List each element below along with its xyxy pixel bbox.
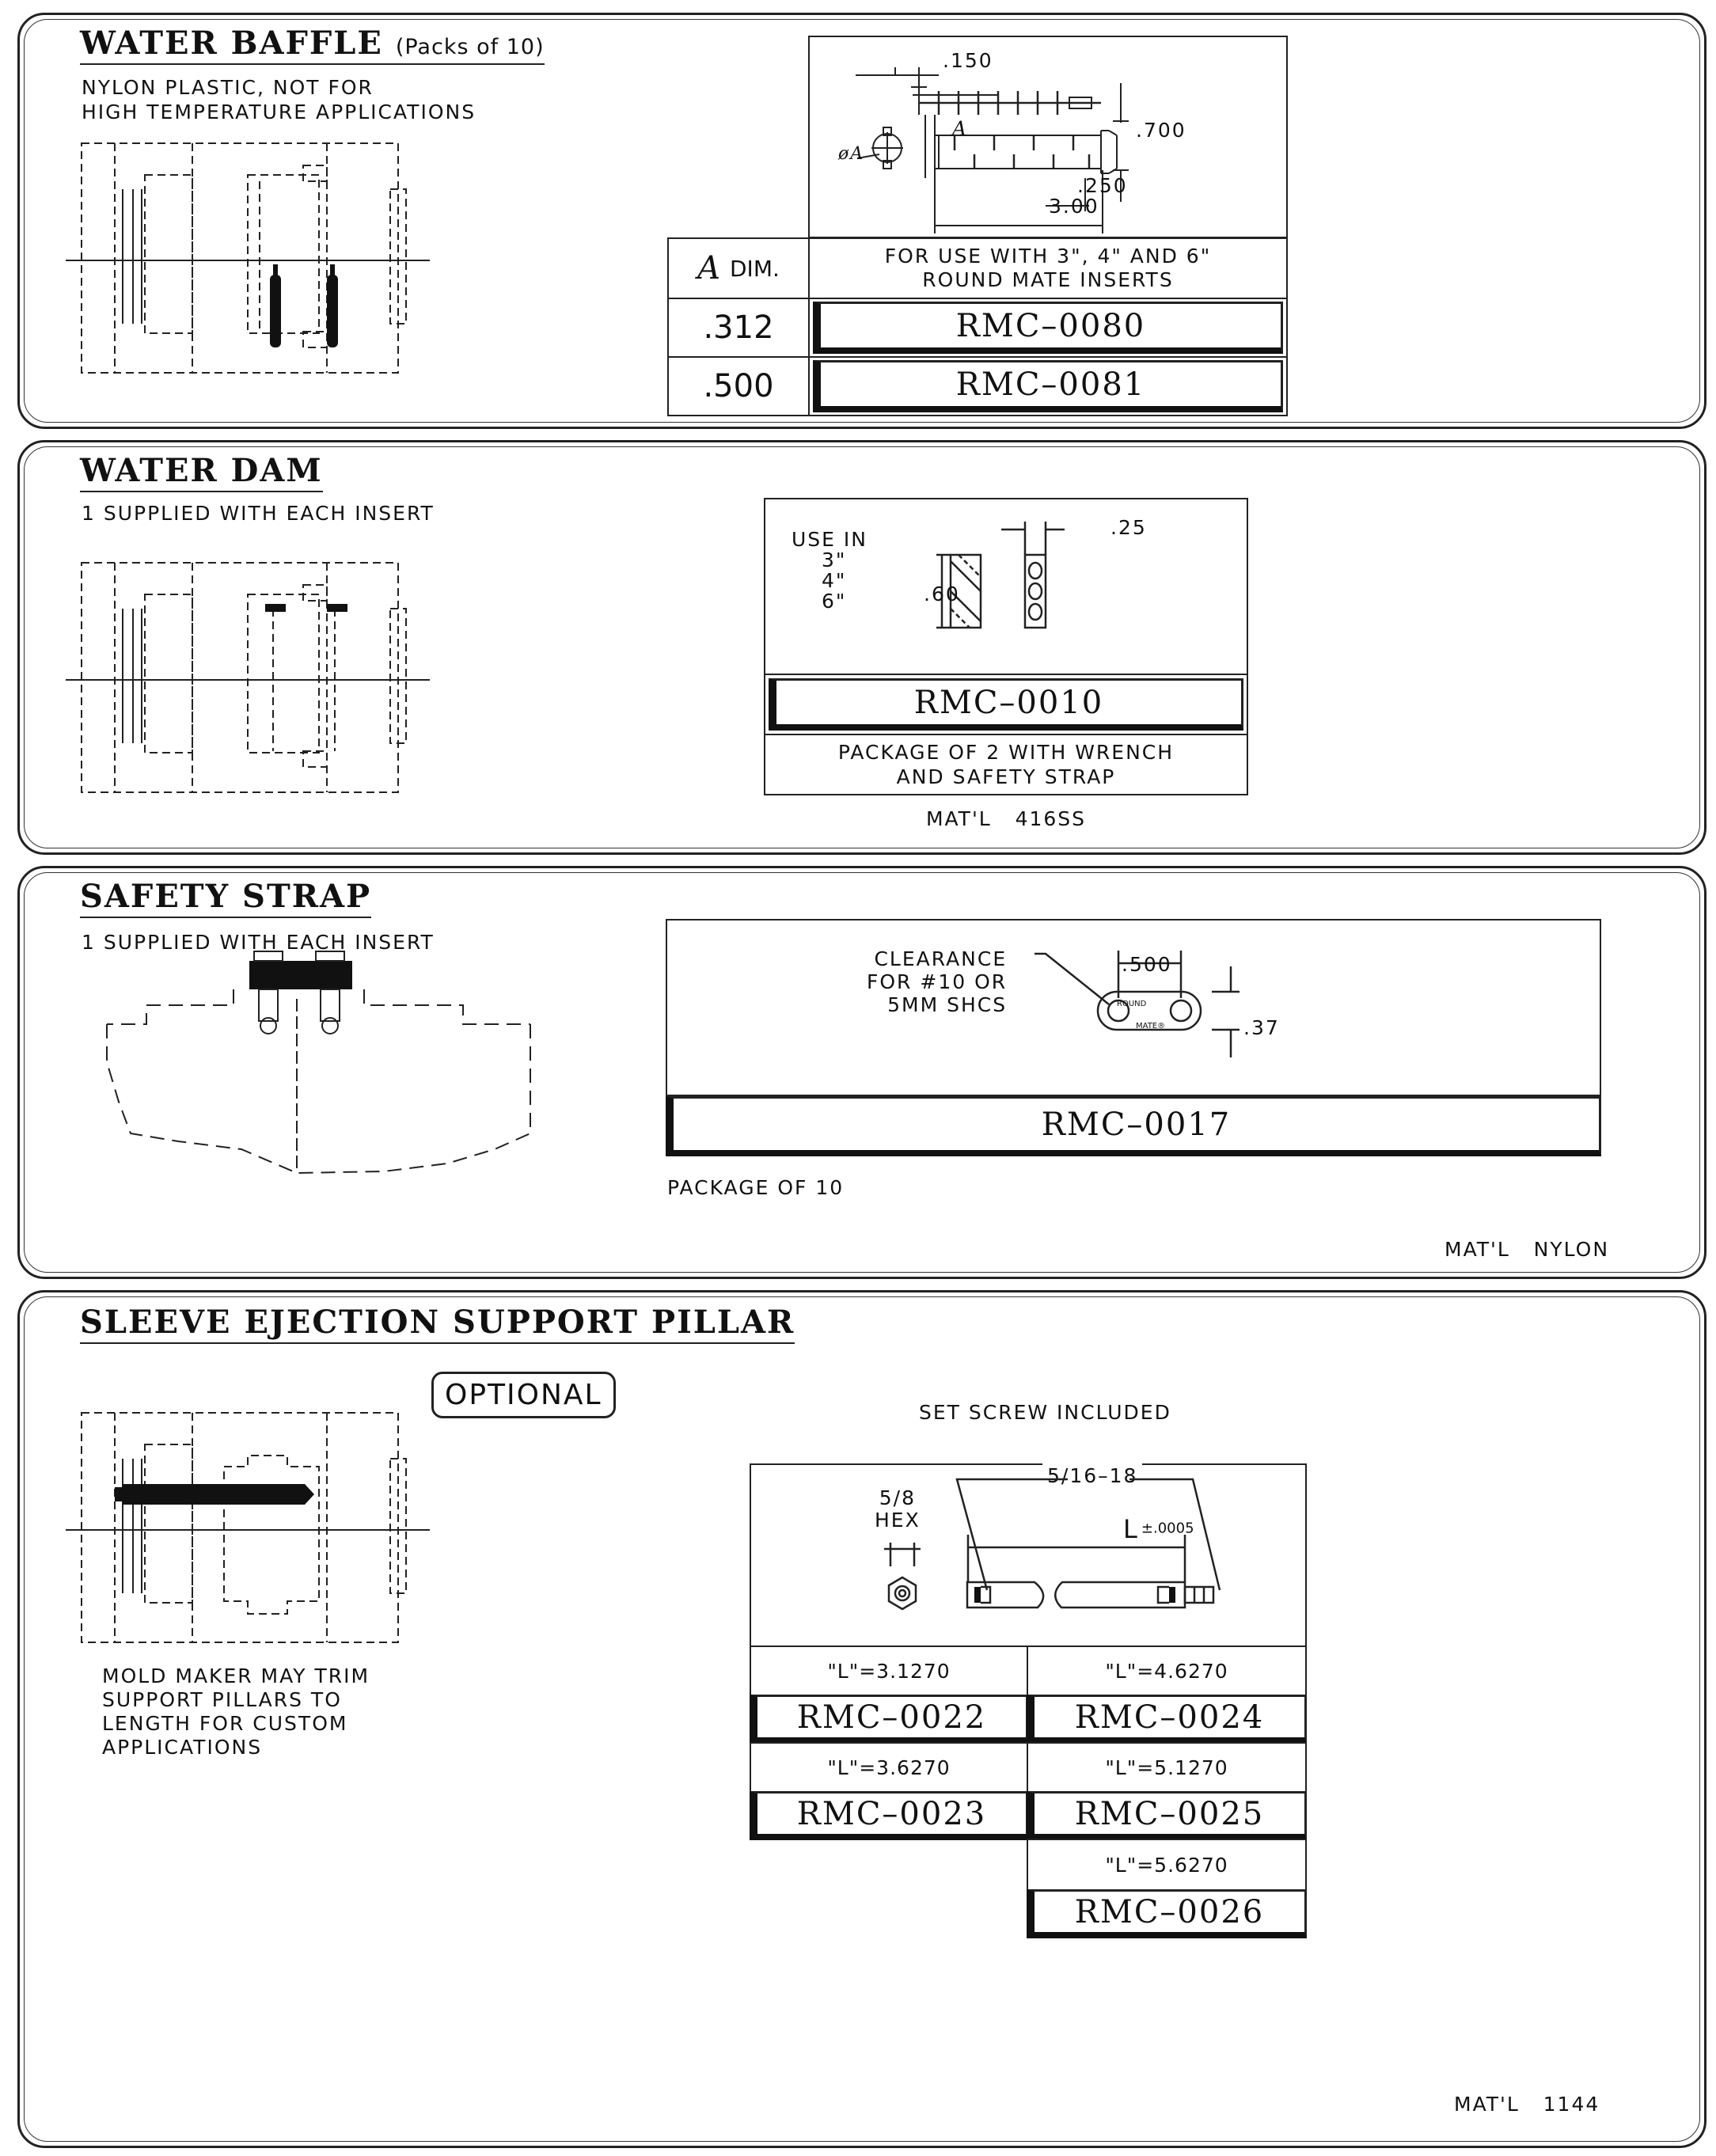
water-dam-mold-drawing [66, 561, 430, 814]
len-cell-0026 [1027, 1839, 1307, 1891]
len-cell-0025 [1027, 1742, 1307, 1793]
a-dim-header-a: A [697, 250, 720, 287]
water-baffle-title [80, 25, 545, 65]
support-pillar-note [102, 1664, 370, 1759]
part-number-rmc-0080: RMC–0080 [813, 302, 1283, 354]
part-number-rmc-0024: RMC–0024 [1027, 1695, 1307, 1744]
support-pillar-title: SLEEVE EJECTION SUPPORT PILLAR [80, 1304, 795, 1344]
dim-phi-a-label: øA [838, 144, 865, 164]
l-label: L [1123, 1514, 1137, 1544]
water-dam-title: WATER DAM [80, 452, 323, 492]
round-mate-logo-round: ROUND [1117, 1000, 1147, 1008]
clearance-line1: CLEARANCE [874, 947, 1008, 970]
part-number-rmc-0022: RMC–0022 [750, 1695, 1028, 1744]
note-line3: LENGTH FOR CUSTOM [102, 1712, 348, 1735]
clearance-line3: 5MM SHCS [887, 993, 1008, 1016]
note-line4: APPLICATIONS [102, 1736, 263, 1759]
water-baffle-mold-drawing [66, 142, 430, 395]
a-dim-header [667, 237, 810, 299]
water-baffle-desc [82, 75, 476, 124]
water-baffle-title-text: WATER BAFFLE [80, 25, 383, 62]
dim-300: 3.00 [1049, 195, 1099, 218]
dim-500: .500 [1122, 953, 1172, 976]
use-in-3: 3" [822, 548, 847, 571]
part-number-rmc-0025: RMC–0025 [1027, 1791, 1307, 1840]
dim-700: .700 [1136, 119, 1186, 142]
water-dam-detail-drawing [764, 498, 1248, 656]
water-baffle-panel [17, 13, 1707, 429]
clearance-line2: FOR #10 OR [867, 970, 1008, 993]
safety-strap-panel [17, 866, 1707, 1279]
dim-25: .25 [1110, 516, 1147, 539]
water-dam-package [764, 740, 1248, 789]
support-pillar-detail-drawing [750, 1463, 1307, 1647]
safety-strap-title: SAFETY STRAP [80, 878, 371, 918]
use-in-4: 4" [822, 569, 847, 592]
water-baffle-subtitle: (Packs of 10) [395, 35, 545, 59]
hex-word: HEX [875, 1509, 921, 1532]
part-number-rmc-0081: RMC–0081 [813, 360, 1283, 412]
part-number-rmc-0010: RMC–0010 [769, 678, 1243, 731]
len-cell-0022 [750, 1645, 1028, 1696]
thread-label: 5/16–18 [1042, 1463, 1142, 1488]
hex-size: 5/8 [879, 1486, 916, 1509]
len-3-1270: "L"=3.1270 [827, 1659, 951, 1683]
water-dam-package-line2: AND SAFETY STRAP [896, 765, 1116, 788]
a-dim-500: .500 [667, 356, 810, 416]
set-screw-included: SET SCREW INCLUDED [919, 1401, 1171, 1424]
water-dam-panel [17, 440, 1707, 855]
water-baffle-desc-line1: NYLON PLASTIC, NOT FOR [82, 76, 374, 99]
dim-250: .250 [1077, 174, 1128, 197]
part-number-rmc-0023: RMC–0023 [750, 1791, 1028, 1840]
water-dam-package-line1: PACKAGE OF 2 WITH WRENCH [837, 741, 1175, 764]
dim-60: .60 [924, 583, 960, 605]
len-cell-0023 [750, 1742, 1028, 1793]
len-4-6270: "L"=4.6270 [1105, 1659, 1228, 1683]
dim-37: .37 [1243, 1016, 1280, 1039]
dim-a-label: A [952, 117, 969, 140]
part-number-rmc-0017: RMC–0017 [666, 1096, 1601, 1156]
water-dam-desc: 1 SUPPLIED WITH EACH INSERT [82, 502, 435, 525]
safety-strap-desc: 1 SUPPLIED WITH EACH INSERT [82, 931, 435, 954]
a-dim-312: .312 [667, 298, 810, 358]
use-in-6: 6" [822, 590, 847, 613]
use-with-header [808, 237, 1288, 299]
water-baffle-detail-drawing [808, 36, 1288, 238]
len-3-6270: "L"=3.6270 [827, 1756, 951, 1779]
use-with-header-line1: FOR USE WITH 3", 4" AND 6" [884, 245, 1212, 268]
safety-strap-package: PACKAGE OF 10 [667, 1176, 845, 1199]
use-with-header-line2: ROUND MATE INSERTS [922, 268, 1174, 291]
use-in-label: USE IN [792, 528, 867, 551]
note-line2: SUPPORT PILLARS TO [102, 1688, 342, 1711]
safety-strap-mold-drawing [83, 959, 558, 1189]
l-tolerance: ±.0005 [1141, 1520, 1194, 1537]
note-line1: MOLD MAKER MAY TRIM [102, 1664, 370, 1687]
a-dim-header-dim: DIM. [730, 255, 780, 282]
safety-strap-material: MAT'L NYLON [1445, 1238, 1610, 1261]
optional-badge: OPTIONAL [431, 1372, 616, 1418]
support-pillar-panel [17, 1290, 1707, 2148]
round-mate-logo-mate: MATE® [1136, 1022, 1166, 1031]
part-number-rmc-0026: RMC–0026 [1027, 1889, 1307, 1938]
len-5-1270: "L"=5.1270 [1105, 1756, 1228, 1779]
support-pillar-material: MAT'L 1144 [1454, 2093, 1600, 2116]
len-5-6270: "L"=5.6270 [1105, 1853, 1228, 1877]
dim-150: .150 [943, 49, 993, 72]
len-cell-0024 [1027, 1645, 1307, 1696]
water-baffle-desc-line2: HIGH TEMPERATURE APPLICATIONS [82, 101, 476, 123]
support-pillar-mold-drawing [66, 1411, 430, 1664]
water-dam-material: MAT'L 416SS [925, 807, 1087, 830]
